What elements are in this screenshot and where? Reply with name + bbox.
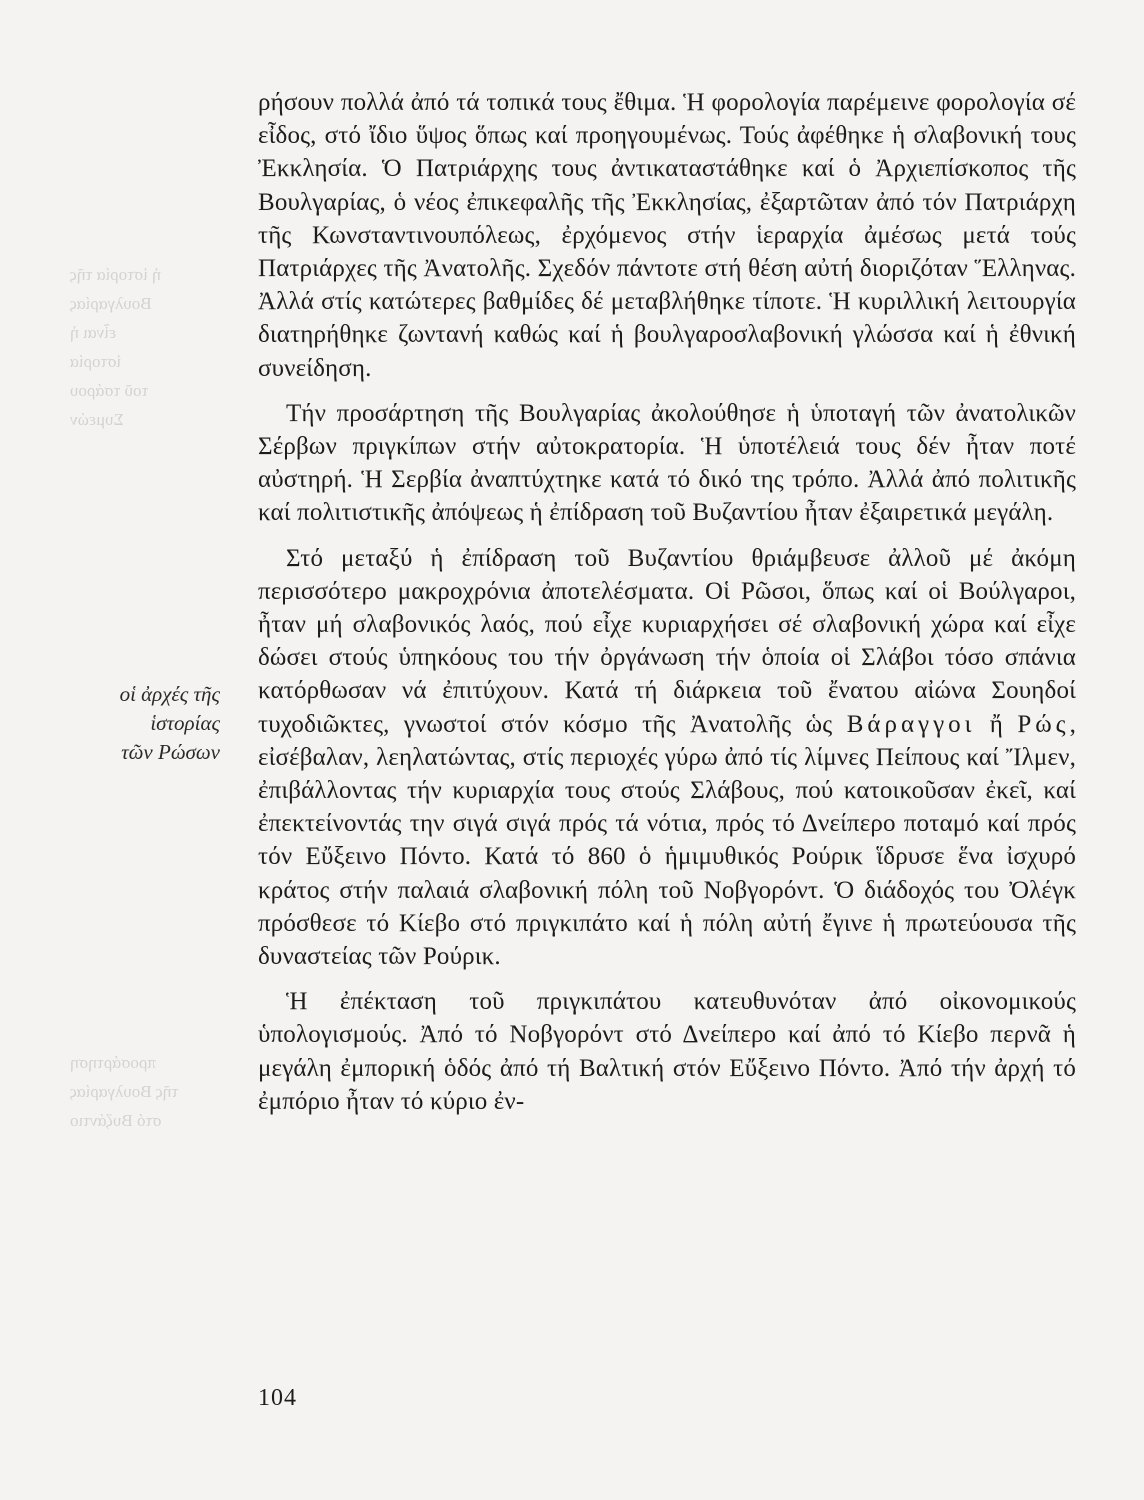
paragraph-text: ἤ [975, 710, 1018, 738]
margin-note-line: ἱστορίας [150, 711, 220, 735]
paragraph-text: Στό μεταξύ ἡ ἐπίδραση τοῦ Βυζαντίου θριάμβευσε ἀλλοῦ μέ ἀκόμη περισσότερο μακροχρόνια ἀποτελέσματα. Οἱ Ρῶσοι, ὅπως καί οἱ Βούλγαροι, ἦταν μή σλαβονικός λαός, πού εἶχε κυριαρχήσει σέ σλαβονική χώρα καί εἶχε δώσει στούς ὑπηκόους του τήν ὀργάνωση τήν ὁποία οἱ Σλάβοι τόσο σπάνια κατόρθωσαν νά ἐπιτύχουν. Κατά τή διάρκεια τοῦ ἔνατου αἰώνα Σουηδοί τυχοδιῶκτες, γνωστοί στόν κόσμο τῆς Ἀνατολῆς ὡς [258, 544, 1076, 738]
margin-note [40, 680, 220, 767]
paragraph-text: Τήν προσάρτηση τῆς Βουλγαρίας ἀκολούθησε ἡ ὑποταγή τῶν ἀνατολικῶν Σέρβων πριγκίπων στήν αὐτοκρατορία. Ἡ ὑποτέλειά τους δέν ἦταν ποτέ αὐστηρή. Ἡ Σερβία ἀναπτύχτηκε κατά τό δικό της τρόπο. Ἀλλά ἀπό πολιτικῆς καί πολιτιστικῆς ἀπόψεως ἡ ἐπίδραση τοῦ Βυζαντίου ἦταν ἐξαιρετικά μεγάλη. [258, 399, 1076, 527]
margin-note-line: οἱ ἀρχές τῆς [119, 682, 220, 706]
paragraph [258, 397, 1076, 530]
bleed-through-text: προσάρτηση τῆς Βουλγαρίας στό Βυζάντιο [70, 1053, 179, 1130]
spaced-term-varangians: Βάραγγοι [846, 710, 976, 738]
paragraph [258, 542, 1076, 974]
page-number: 104 [258, 1385, 297, 1411]
margin-note-line: τῶν Ρώσων [121, 740, 220, 764]
paragraph-text: , εἰσέβαλαν, λεηλατώντας, στίς περιοχές γύρω ἀπό τίς λίμνες Πείπους καί Ἴλμεν, ἐπιβάλλοντας τήν κυριαρχία τους στούς Σλάβους, πού κατοικοῦσαν ἐκεῖ, καί ἐπεκτείνοντάς την σιγά σιγά πρός τά νότια, πρός τό Δνείπερο ποταμό καί πρός τόν Εὔξεινο Πόντο. Κατά τό 860 ὁ ἡμιμυθικός Ρούρικ ἵδρυσε ἕνα ἰσχυρό κράτος στήν παλαιά σλαβονική πόλη τοῦ Νοβγορόντ. Ὁ διάδοχός του Ὀλέγκ πρόσθεσε τό Κίεβο στό πριγκιπάτο καί ἡ πόλη αὐτή ἔγινε ἡ πρωτεύουσα τῆς δυναστείας τῶν Ρούρικ. [258, 710, 1076, 971]
paragraph [258, 985, 1076, 1118]
paragraph-text: ρήσουν πολλά ἀπό τά τοπικά τους ἔθιμα. Ἡ φορολογία παρέμεινε φορολογία σέ εἶδος, στό ἴδιο ὕψος ὅπως καί προηγουμένως. Τούς ἀφέθηκε ἡ σλαβονική τους Ἐκκλησία. Ὁ Πατριάρχης τους ἀντικαταστάθηκε καί ὁ Ἀρχιεπίσκοπος τῆς Βουλγαρίας, ὁ νέος ἐπικεφαλῆς τῆς Ἐκκλησίας, ἐξαρτῶταν ἀπό τόν Πατριάρχη τῆς Κωνσταντινουπόλεως, ἐρχόμενος στήν ἱεραρχία ἀμέσως μετά τούς Πατριάρχες τῆς Ἀνατολῆς. Σχεδόν πάντοτε στή θέση αὐτή διοριζόταν Ἕλληνας. Ἀλλά στίς κατώτερες βαθμίδες δέ μεταβλήθηκε τίποτε. Ἡ κυριλλική λειτουργία διατηρήθηκε ζωντανή καθώς καί ἡ βουλγαροσλαβονική γλώσσα καί ἡ ἐθνική συνείδηση. [258, 89, 1076, 382]
body-text [258, 86, 1076, 1130]
paragraph-text: Ἡ ἐπέκταση τοῦ πριγκιπάτου κατευθυνόταν ἀπό οἰκονομικούς ὑπολογισμούς. Ἀπό τό Νοβγορόντ στό Δνείπερο καί ἀπό τό Κίεβο περνᾶ ἡ μεγάλη ἐμπορική ὁδός ἀπό τή Βαλτική στόν Εὔξεινο Πόντο. Ἀπό τήν ἀρχή τό ἐμπόριο ἦταν τό κύριο ἐν- [258, 988, 1076, 1115]
spaced-term-rus: Ρώς [1017, 710, 1070, 738]
paragraph [258, 86, 1076, 385]
bleed-through-text: ἡ ἱστορία τῆς Βουλγαρίας εἶναι ἡ ἱστορία τοῦ τσάρου Συμεών [70, 265, 161, 429]
